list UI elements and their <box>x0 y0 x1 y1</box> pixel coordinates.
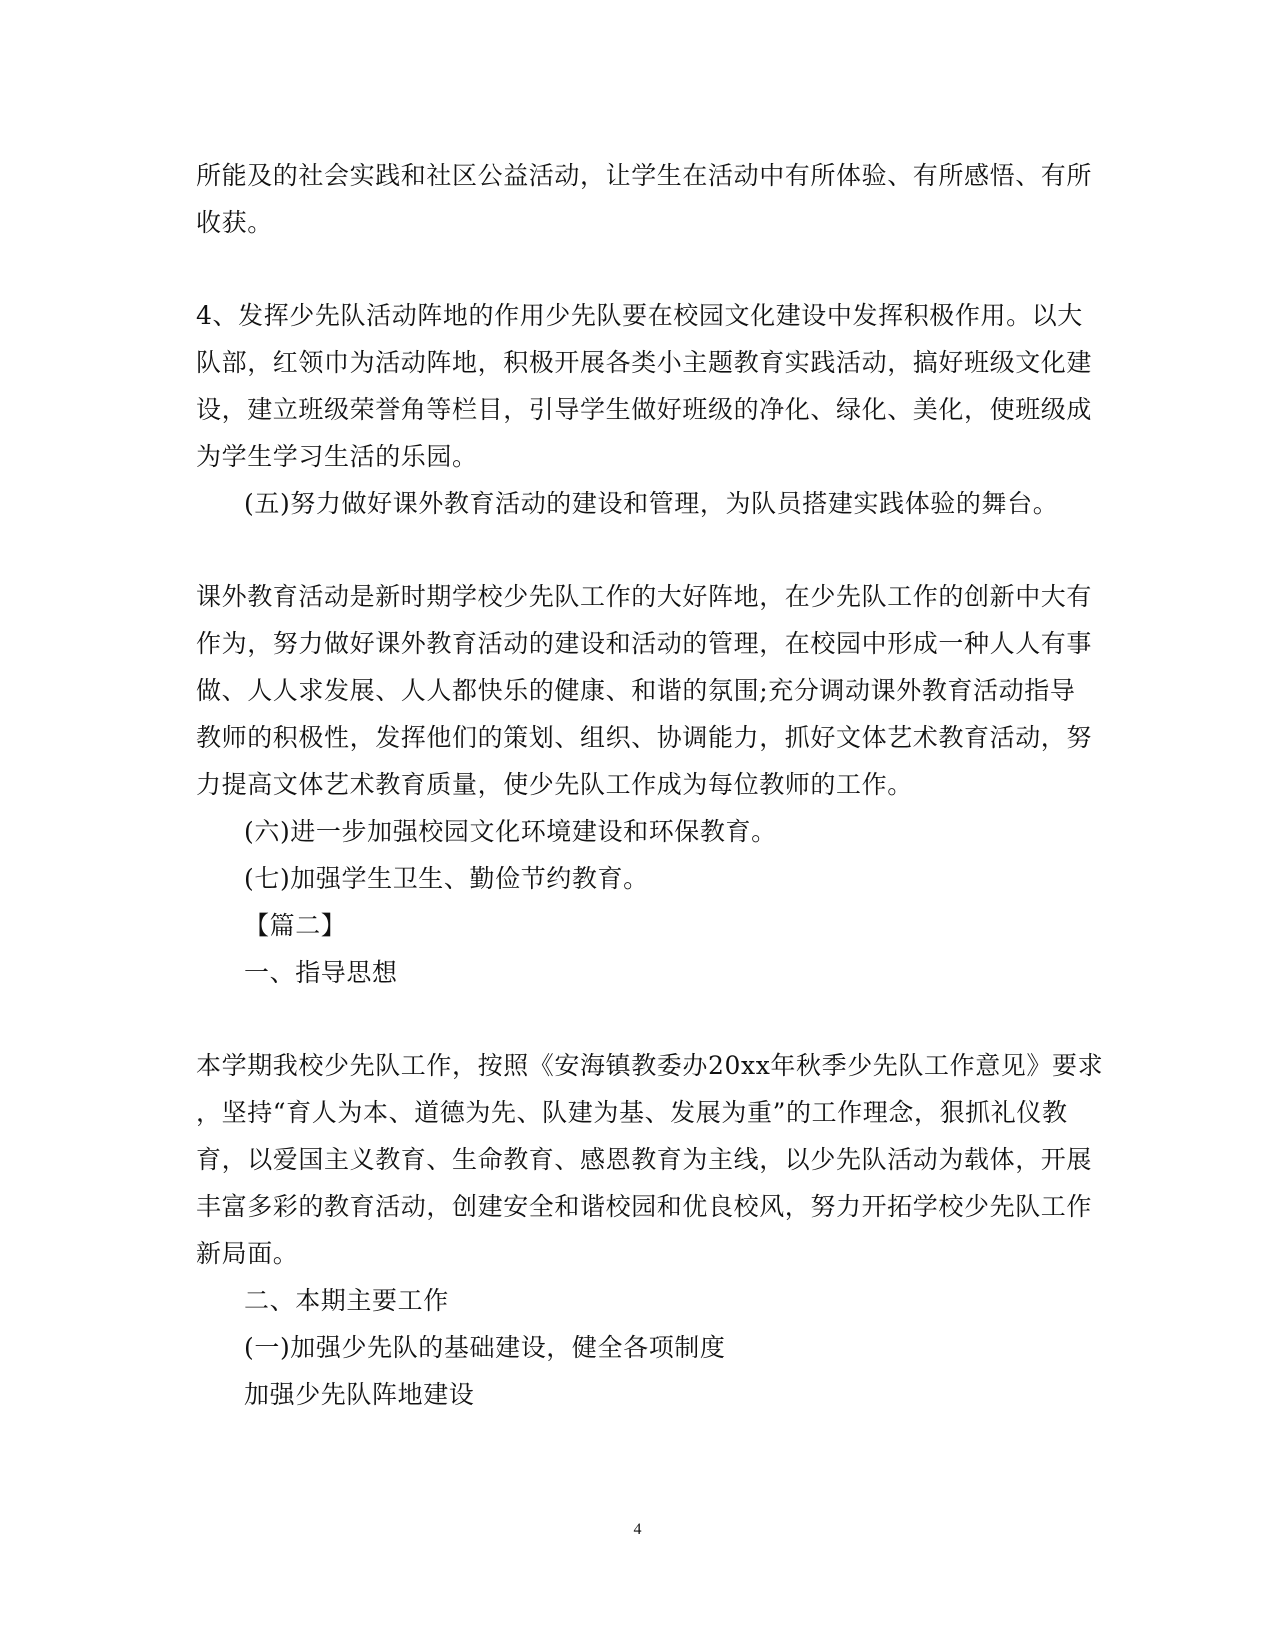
text-line: 教师的积极性，发挥他们的策划、组织、协调能力，抓好文体艺术教育活动，努 <box>196 723 1093 752</box>
page-number: 4 <box>633 1521 642 1538</box>
text-line: 加强少先队阵地建设 <box>244 1380 475 1409</box>
text-line: 课外教育活动是新时期学校少先队工作的大好阵地，在少先队工作的创新中大有 <box>196 582 1093 611</box>
section-heading: (一)加强少先队的基础建设，健全各项制度 <box>244 1333 726 1362</box>
text-line: ，坚持“育人为本、道德为先、队建为基、发展为重”的工作理念，狠抓礼仪教 <box>196 1098 1068 1127</box>
section-heading: 一、指导思想 <box>244 958 398 987</box>
text-line: 设，建立班级荣誉角等栏目，引导学生做好班级的净化、绿化、美化，使班级成 <box>196 395 1093 424</box>
text-line: 做、人人求发展、人人都快乐的健康、和谐的氛围;充分调动课外教育活动指导 <box>196 676 1076 705</box>
text-line: 丰富多彩的教育活动，创建安全和谐校园和优良校风，努力开拓学校少先队工作 <box>196 1192 1093 1221</box>
text-line: 本学期我校少先队工作，按照《安海镇教委办20xx年秋季少先队工作意见》要求 <box>196 1051 1104 1080</box>
text-line: 所能及的社会实践和社区公益活动，让学生在活动中有所体验、有所感悟、有所 <box>196 161 1093 190</box>
section-heading: (五)努力做好课外教育活动的建设和管理，为队员搭建实践体验的舞台。 <box>244 489 1059 518</box>
text-line: 队部，红领巾为活动阵地，积极开展各类小主题教育实践活动，搞好班级文化建 <box>196 348 1093 377</box>
section-heading: (六)进一步加强校园文化环境建设和环保教育。 <box>244 817 777 846</box>
text-line: 力提高文体艺术教育质量，使少先队工作成为每位教师的工作。 <box>196 770 913 799</box>
text-line: 为学生学习生活的乐园。 <box>196 442 478 471</box>
section-heading: (七)加强学生卫生、勤俭节约教育。 <box>244 864 649 893</box>
text-line: 作为，努力做好课外教育活动的建设和活动的管理，在校园中形成一种人人有事 <box>196 629 1093 658</box>
text-line: 收获。 <box>196 208 273 237</box>
text-line: 4、发挥少先队活动阵地的作用少先队要在校园文化建设中发挥积极作用。以大 <box>196 301 1083 330</box>
text-line: 育，以爱国主义教育、生命教育、感恩教育为主线，以少先队活动为载体，开展 <box>196 1145 1093 1174</box>
text-line: 新局面。 <box>196 1239 299 1268</box>
part-heading: 【篇二】 <box>244 911 347 940</box>
section-heading: 二、本期主要工作 <box>244 1286 449 1315</box>
